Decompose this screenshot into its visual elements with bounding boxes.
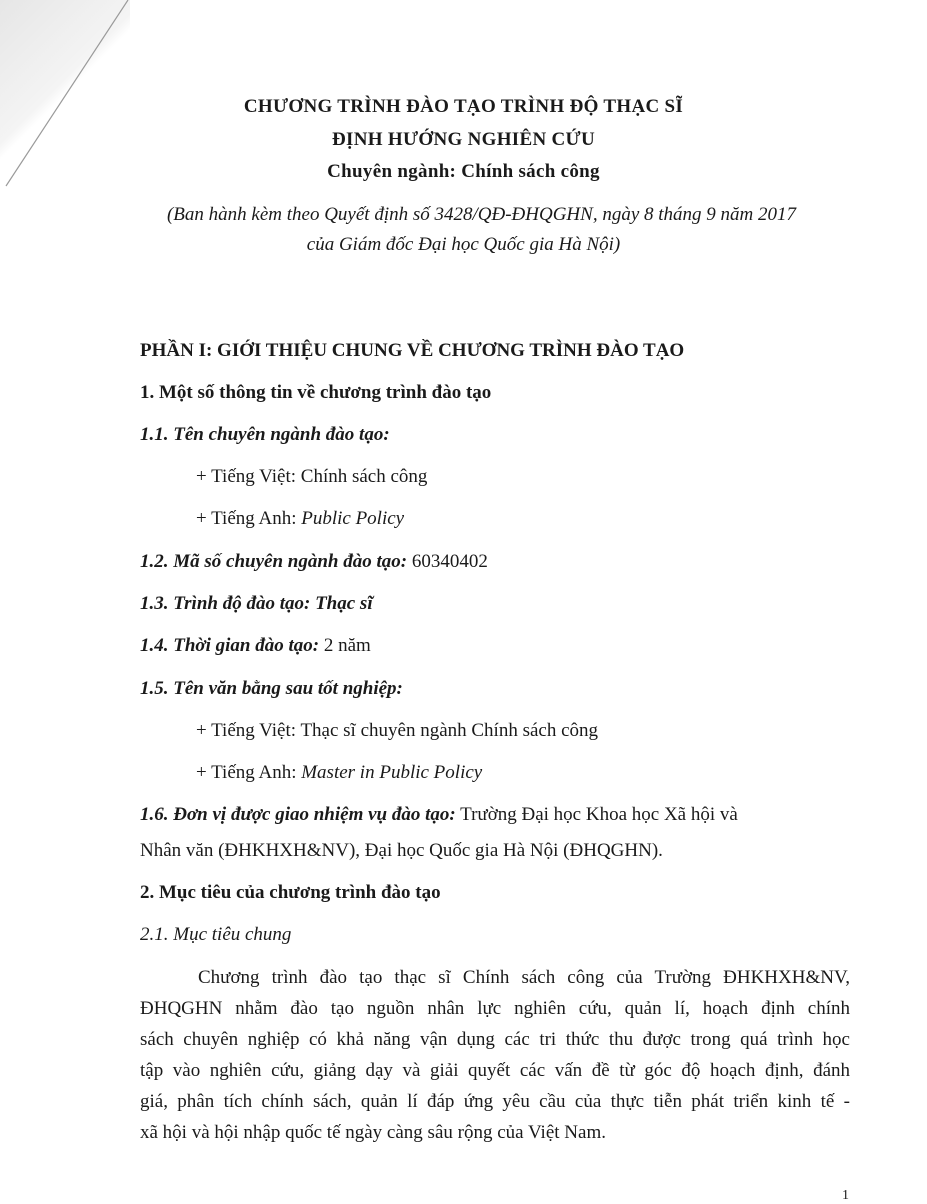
section2-heading: 2. Mục tiêu của chương trình đào tạo [140, 882, 441, 903]
s1-6-line1 [140, 803, 738, 827]
doc-specialization: Chuyên ngành: Chính sách công [327, 161, 600, 182]
page-number: 1 [842, 1188, 849, 1203]
s2-1-label: 2.1. Mục tiêu chung [140, 924, 292, 945]
s1-2-value: 60340402 [407, 551, 488, 572]
s1-5-vi-prefix: + Tiếng Việt: [196, 720, 301, 741]
s2-1-paragraph [140, 962, 850, 1148]
s1-1-label: 1.1. Tên chuyên ngành đào tạo: [140, 424, 390, 445]
s1-5-vi-value: Thạc sĩ chuyên ngành Chính sách công [300, 720, 599, 741]
s1-5-en-value: Master in Public Policy [301, 762, 483, 783]
section1-heading: 1. Một số thông tin về chương trình đào tạo [140, 382, 492, 403]
issued-note-line2: của Giám đốc Đại học Quốc gia Hà Nội) [306, 234, 621, 255]
part1-heading: PHẦN I: GIỚI THIỆU CHUNG VỀ CHƯƠNG TRÌNH ĐÀO TẠO [140, 340, 685, 361]
s1-1-en-value: Public Policy [301, 508, 405, 529]
s1-2-label: 1.2. Mã số chuyên ngành đào tạo: [140, 551, 408, 572]
s1-6-value-line1: Trường Đại học Khoa học Xã hội và [455, 804, 738, 825]
s1-2 [140, 550, 488, 574]
s1-6-value-line2: Nhân văn (ĐHKHXH&NV), Đại học Quốc gia Hà Nội (ĐHQGHN). [140, 840, 663, 861]
s1-5-vietnamese [196, 719, 598, 743]
s1-5-english [196, 761, 482, 785]
s1-1-vi-prefix: + Tiếng Việt: [196, 466, 301, 487]
paragraph-line: sách chuyên nghiệp có khả năng vận dụng các tri thức thu được trong quá trình học [140, 1029, 850, 1050]
s1-5-en-prefix: + Tiếng Anh: [196, 762, 302, 783]
s1-1-vi-value: Chính sách công [300, 466, 428, 487]
paragraph-line: xã hội và hội nhập quốc tế ngày càng sâu rộng của Việt Nam. [140, 1122, 606, 1143]
s1-1-vietnamese [196, 465, 427, 489]
issued-note-line1: (Ban hành kèm theo Quyết định số 3428/QĐ-ĐHQGHN, ngày 8 tháng 9 năm 2017 [166, 204, 797, 225]
paragraph-line: Chương trình đào tạo thạc sĩ Chính sách công của Trường ĐHKHXH&NV, [198, 967, 850, 988]
doc-title-line2: ĐỊNH HƯỚNG NGHIÊN CỨU [332, 129, 595, 150]
s1-1-en-prefix: + Tiếng Anh: [196, 508, 302, 529]
paragraph-line: tập vào nghiên cứu, giảng dạy và giải quyết các vấn đề từ góc độ hoạch định, đánh [140, 1060, 850, 1081]
s1-1-english [196, 507, 404, 531]
paragraph-line: ĐHQGHN nhằm đào tạo nguồn nhân lực nghiên cứu, quản lí, hoạch định chính [140, 998, 850, 1019]
s1-3-label: 1.3. Trình độ đào tạo: Thạc sĩ [140, 593, 373, 614]
s1-5-label: 1.5. Tên văn bằng sau tốt nghiệp: [140, 678, 403, 699]
s1-4-label: 1.4. Thời gian đào tạo: [140, 635, 320, 656]
s1-6-label: 1.6. Đơn vị được giao nhiệm vụ đào tạo: [140, 804, 456, 825]
doc-title-line1: CHƯƠNG TRÌNH ĐÀO TẠO TRÌNH ĐỘ THẠC SĨ [243, 96, 684, 117]
paragraph-line: giá, phân tích chính sách, quản lí đáp ứng yêu cầu của thực tiễn phát triển kinh tế - [140, 1091, 850, 1112]
s1-4-value: 2 năm [319, 635, 371, 656]
s1-4 [140, 634, 371, 658]
